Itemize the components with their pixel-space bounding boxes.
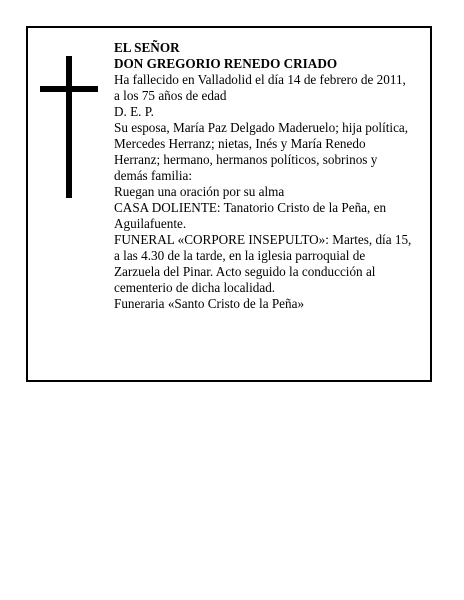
mourning-house-line-2: Aguilafuente. xyxy=(114,216,187,231)
rip-text: D. E. P. xyxy=(114,104,154,119)
death-info-line-2: a los 75 años de edad xyxy=(114,88,227,103)
notice-text xyxy=(114,40,428,312)
obituary-notice xyxy=(26,26,432,382)
cross-vertical-bar xyxy=(66,56,72,198)
deceased-name: DON GREGORIO RENEDO CRIADO xyxy=(114,56,338,71)
funeral-line-3: Zarzuela del Pinar. Acto seguido la conducción al xyxy=(114,264,376,279)
funeral-line-1: FUNERAL «CORPORE INSEPULTO»: Martes, día 15, xyxy=(114,232,412,247)
cross-icon xyxy=(40,56,98,198)
family-line-3: Herranz; hermano, hermanos políticos, sobrinos y xyxy=(114,152,378,167)
funeral-line-4: cementerio de dicha localidad. xyxy=(114,280,276,295)
family-line-2: Mercedes Herranz; nietas, Inés y María Renedo xyxy=(114,136,366,151)
funeral-home: Funeraria «Santo Cristo de la Peña» xyxy=(114,296,305,311)
family-line-4: demás familia: xyxy=(114,168,192,183)
funeral-line-2: a las 4.30 de la tarde, en la iglesia parroquial de xyxy=(114,248,366,263)
cross-horizontal-bar xyxy=(40,86,98,92)
prayer-request: Ruegan una oración por su alma xyxy=(114,184,285,199)
family-line-1: Su esposa, María Paz Delgado Maderuelo; hija política, xyxy=(114,120,409,135)
death-info-line-1: Ha fallecido en Valladolid el día 14 de febrero de 2011, xyxy=(114,72,406,87)
heading-title: EL SEÑOR xyxy=(114,40,180,55)
mourning-house-line-1: CASA DOLIENTE: Tanatorio Cristo de la Peña, en xyxy=(114,200,387,215)
